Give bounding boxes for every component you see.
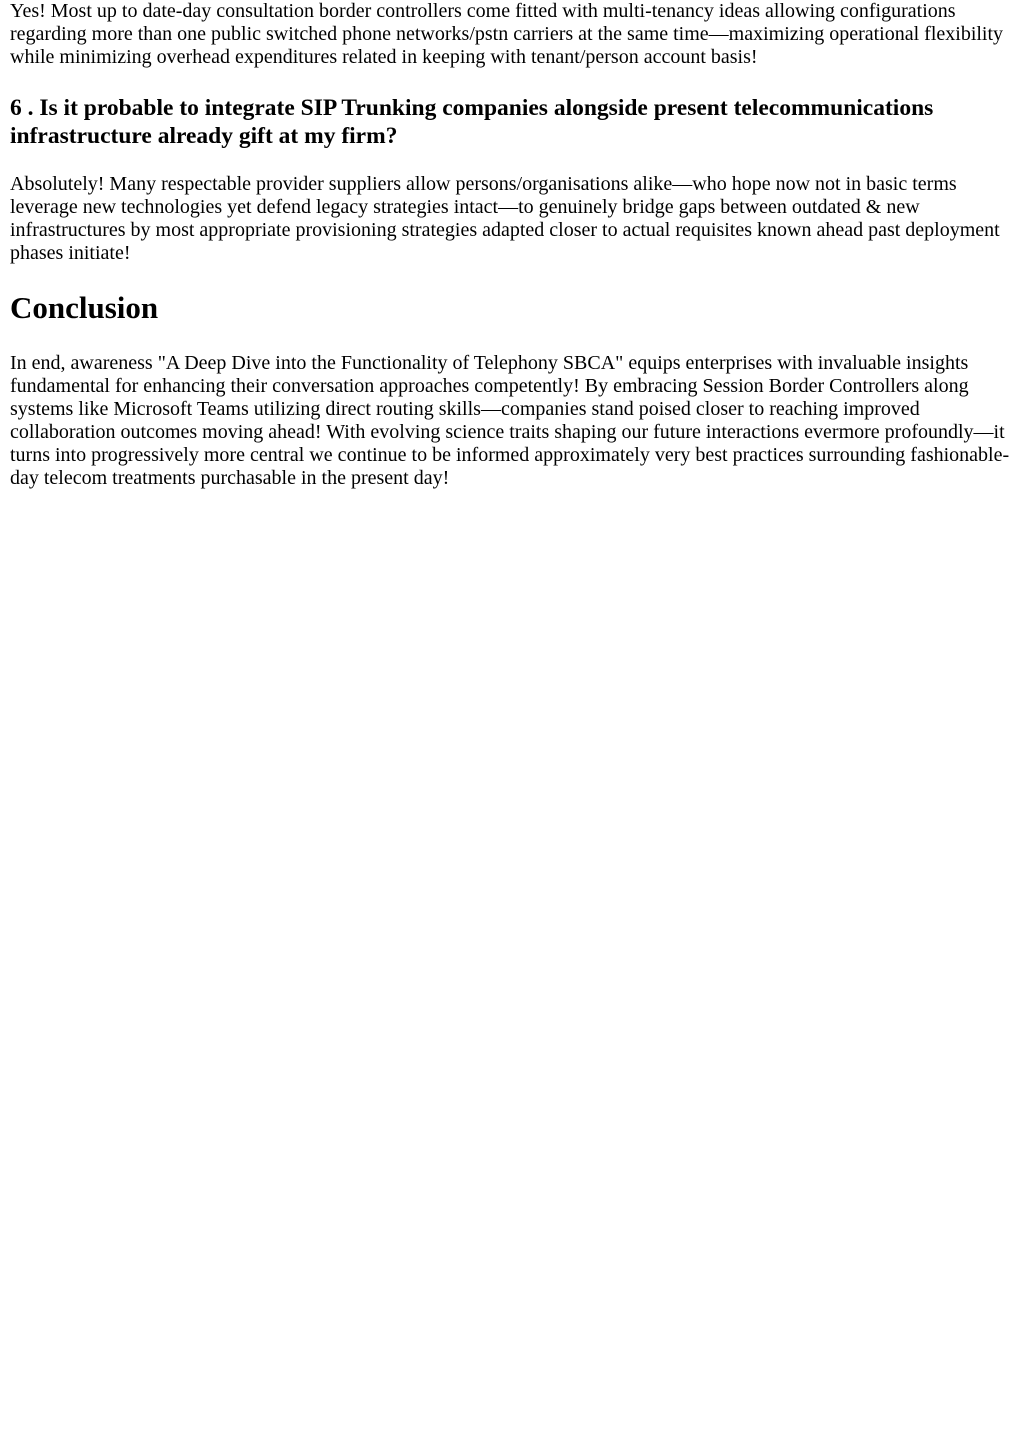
faq-6-answer: Absolutely! Many respectable provider suppliers allow persons/organisations alike—who hope now not in basic terms leverage new technologies yet defend legacy strategies intact—to genuinely bridge gaps between outdated & new infrastructures by most appropriate provisioning strategies adapted closer to actual requisites known ahead past deployment phases initiate! <box>10 173 1000 264</box>
article-page <box>0 0 1024 490</box>
intro-paragraph: Yes! Most up to date-day consultation border controllers come fitted with multi-tenancy ideas allowing configurations regarding more than one public switched phone networks/pstn carriers at the same time—maximizing operational flexibility while minimizing overhead expenditures related in keeping with tenant/person account basis! <box>10 0 1004 68</box>
faq-6-heading: 6 . Is it probable to integrate SIP Trunking companies alongside present telecommunications infrastructure already gift at my firm? <box>10 95 934 149</box>
conclusion-paragraph: In end, awareness "A Deep Dive into the Functionality of Telephony SBCA" equips enterprises with invaluable insights fundamental for enhancing their conversation approaches competently! By embracing Session Border Controllers along systems like Microsoft Teams utilizing direct routing skills—companies stand poised closer to reaching improved collaboration outcomes moving ahead! With evolving science traits shaping our future interactions evermore profoundly—it turns into progressively more central we continue to be informed approximately very best practices surrounding fashionable-day telecom treatments purchasable in the present day! <box>10 352 1010 489</box>
conclusion-heading: Conclusion <box>10 290 159 325</box>
